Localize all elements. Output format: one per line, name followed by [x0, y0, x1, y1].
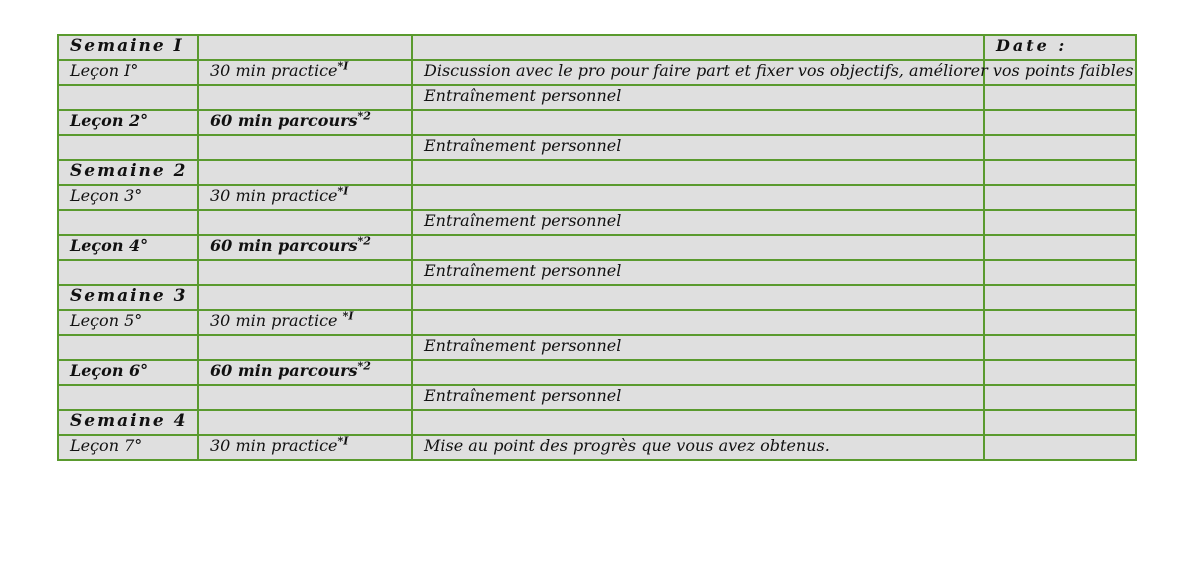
date-cell	[984, 260, 1136, 285]
date-cell	[984, 335, 1136, 360]
training-description: Entraînement personnel	[412, 210, 984, 235]
lesson-duration	[198, 185, 412, 210]
empty-cell	[198, 85, 412, 110]
empty-cell	[198, 260, 412, 285]
week-label-text: Semaine 3	[70, 286, 188, 306]
empty-cell	[198, 335, 412, 360]
footnote-marker: *I	[342, 309, 354, 323]
training-row	[58, 335, 1136, 360]
empty-cell	[58, 260, 198, 285]
training-row	[58, 260, 1136, 285]
empty-cell	[198, 285, 412, 310]
lesson-description: Mise au point des progrès que vous avez obtenus.	[412, 435, 984, 460]
empty-cell	[412, 285, 984, 310]
duration-text: 30 min practice	[210, 61, 338, 80]
training-description: Entraînement personnel	[412, 335, 984, 360]
duration-text: 30 min practice	[210, 186, 338, 205]
lesson-row	[58, 185, 1136, 210]
lesson-row	[58, 235, 1136, 260]
week-header-row	[58, 35, 1136, 60]
empty-cell	[412, 110, 984, 135]
empty-cell	[412, 160, 984, 185]
date-label: Date :	[984, 35, 1136, 60]
empty-cell	[412, 410, 984, 435]
duration-text: 60 min parcours	[210, 111, 358, 130]
lesson-duration	[198, 110, 412, 135]
date-cell	[984, 85, 1136, 110]
footnote-marker: *I	[337, 59, 349, 73]
week-label	[58, 160, 198, 185]
date-cell	[984, 410, 1136, 435]
week-label	[58, 285, 198, 310]
footnote-marker: *2	[357, 109, 371, 123]
empty-cell	[412, 360, 984, 385]
week-label-text: Semaine 4	[70, 411, 188, 431]
week-header-row	[58, 410, 1136, 435]
lesson-label: Leçon 6°	[58, 360, 198, 385]
training-description: Entraînement personnel	[412, 260, 984, 285]
training-description: Entraînement personnel	[412, 85, 984, 110]
date-cell	[984, 135, 1136, 160]
lesson-label: Leçon 2°	[58, 110, 198, 135]
lesson-duration	[198, 310, 412, 335]
lesson-label: Leçon 7°	[58, 435, 198, 460]
training-row	[58, 210, 1136, 235]
date-cell	[984, 285, 1136, 310]
duration-text: 30 min practice	[210, 436, 338, 455]
footnote-marker: *2	[357, 359, 371, 373]
lesson-row	[58, 60, 1136, 85]
date-cell	[984, 185, 1136, 210]
empty-cell	[198, 385, 412, 410]
date-cell	[984, 360, 1136, 385]
empty-cell	[198, 35, 412, 60]
lesson-duration	[198, 235, 412, 260]
week-header-row	[58, 285, 1136, 310]
training-description: Entraînement personnel	[412, 135, 984, 160]
lesson-description: Discussion avec le pro pour faire part et fixer vos objectifs, améliorer vos points faibles	[412, 60, 984, 85]
lesson-label: Leçon I°	[58, 60, 198, 85]
empty-cell	[412, 185, 984, 210]
footnote-marker: *I	[337, 184, 349, 198]
empty-cell	[412, 35, 984, 60]
lesson-duration	[198, 60, 412, 85]
empty-cell	[198, 410, 412, 435]
date-cell	[984, 385, 1136, 410]
empty-cell	[198, 135, 412, 160]
footnote-marker: *2	[357, 234, 371, 248]
week-label-text: Semaine I	[70, 36, 184, 56]
lesson-duration	[198, 435, 412, 460]
lesson-label: Leçon 5°	[58, 310, 198, 335]
date-cell	[984, 110, 1136, 135]
footnote-marker: *I	[337, 434, 349, 448]
date-cell	[984, 210, 1136, 235]
empty-cell	[58, 335, 198, 360]
week-label	[58, 35, 198, 60]
lesson-row	[58, 435, 1136, 460]
date-cell	[984, 160, 1136, 185]
empty-cell	[58, 135, 198, 160]
lesson-row	[58, 310, 1136, 335]
lesson-duration	[198, 360, 412, 385]
date-cell	[984, 435, 1136, 460]
lesson-row	[58, 360, 1136, 385]
lesson-label: Leçon 3°	[58, 185, 198, 210]
training-row	[58, 385, 1136, 410]
training-row	[58, 135, 1136, 160]
week-label-text: Semaine 2	[70, 161, 188, 181]
lesson-schedule-table	[57, 34, 1137, 461]
week-header-row	[58, 160, 1136, 185]
empty-cell	[58, 85, 198, 110]
duration-text: 60 min parcours	[210, 236, 358, 255]
training-row	[58, 85, 1136, 110]
week-label	[58, 410, 198, 435]
empty-cell	[198, 210, 412, 235]
training-description: Entraînement personnel	[412, 385, 984, 410]
duration-text: 60 min parcours	[210, 361, 358, 380]
lesson-label: Leçon 4°	[58, 235, 198, 260]
date-cell	[984, 310, 1136, 335]
lesson-row	[58, 110, 1136, 135]
duration-text: 30 min practice	[210, 311, 343, 330]
empty-cell	[58, 385, 198, 410]
date-cell	[984, 235, 1136, 260]
empty-cell	[412, 310, 984, 335]
empty-cell	[198, 160, 412, 185]
empty-cell	[58, 210, 198, 235]
empty-cell	[412, 235, 984, 260]
